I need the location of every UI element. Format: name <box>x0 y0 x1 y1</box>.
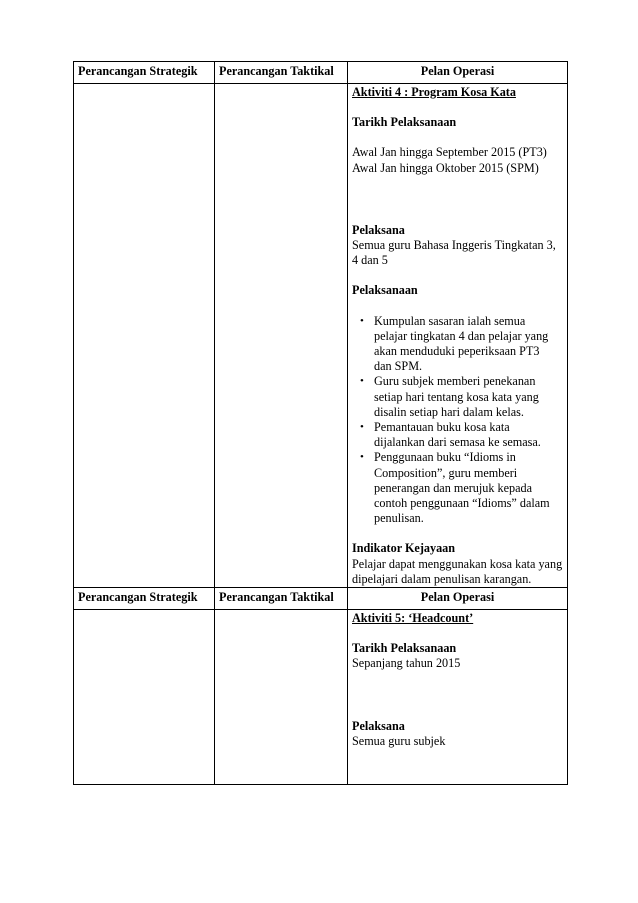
cell-tactical-empty <box>215 84 348 588</box>
implementation-list <box>352 314 563 527</box>
cell-strategic-empty <box>74 84 215 588</box>
table-header-row <box>74 62 568 84</box>
cell-tactical-empty <box>215 610 348 785</box>
date-heading: Tarikh Pelaksanaan <box>352 641 457 656</box>
activity-title: Aktiviti 4 : Program Kosa Kata <box>352 85 516 99</box>
list-item: • Penggunaan buku “Idioms in Composition”, guru memberi penerangan dan merujuk kepada contoh penggunaan “Idioms” dalam penulisan. <box>360 450 550 526</box>
header-strategic: Perancangan Strategik <box>74 588 215 610</box>
table-row-activity-4 <box>74 84 568 588</box>
date-text: Sepanjang tahun 2015 <box>352 656 461 671</box>
cell-strategic-empty <box>74 610 215 785</box>
date-line: Awal Jan hingga September 2015 (PT3) <box>352 145 547 160</box>
executor-heading: Pelaksana <box>352 718 405 733</box>
date-line: Awal Jan hingga Oktober 2015 (SPM) <box>352 160 539 175</box>
indicator-heading: Indikator Kejayaan <box>352 541 456 556</box>
table-row-activity-5 <box>74 610 568 785</box>
implementation-heading: Pelaksanaan <box>352 283 418 298</box>
table-header-row-2 <box>74 588 568 610</box>
bullet-icon: • <box>360 451 364 464</box>
executor-text: Semua guru Bahasa Inggeris Tingkatan 3, 4 dan 5 <box>352 238 556 268</box>
header-tactical: Perancangan Taktikal <box>215 62 348 84</box>
executor-heading: Pelaksana <box>352 222 405 237</box>
list-item: • Guru subjek memberi penekanan setiap hari tentang kosa kata yang disalin setiap hari dalam kelas. <box>360 374 539 419</box>
list-item: • Pemantauan buku kosa kata dijalankan dari semasa ke semasa. <box>360 420 541 450</box>
cell-operation-activity-5 <box>348 610 568 785</box>
date-heading: Tarikh Pelaksanaan <box>352 115 457 130</box>
header-tactical: Perancangan Taktikal <box>215 588 348 610</box>
operation-plan-table <box>73 61 568 785</box>
executor-text: Semua guru subjek <box>352 733 446 748</box>
header-operation: Pelan Operasi <box>348 62 568 84</box>
bullet-icon: • <box>360 314 364 327</box>
header-operation: Pelan Operasi <box>348 588 568 610</box>
cell-operation-activity-4 <box>348 84 568 588</box>
header-strategic: Perancangan Strategik <box>74 62 215 84</box>
bullet-icon: • <box>360 421 364 434</box>
activity-title: Aktiviti 5: ‘Headcount’ <box>352 611 474 626</box>
indicator-text: Pelajar dapat menggunakan kosa kata yang dipelajari dalam penulisan karangan. <box>352 556 563 586</box>
list-item: • Kumpulan sasaran ialah semua pelajar tingkatan 4 dan pelajar yang akan menduduki peperiksaan PT3 dan SPM. <box>360 313 549 374</box>
bullet-icon: • <box>360 375 364 388</box>
